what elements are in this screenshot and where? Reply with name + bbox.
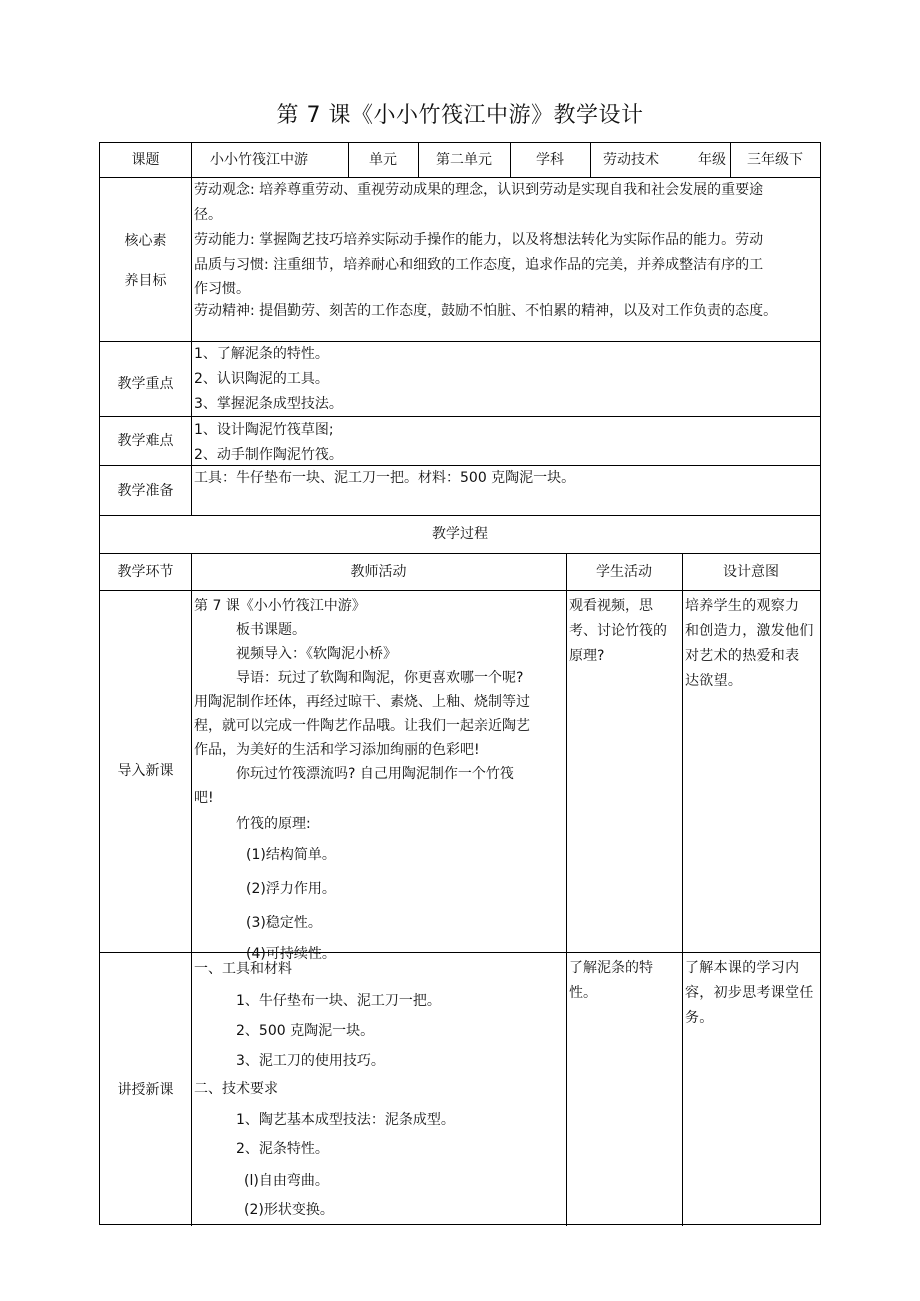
core-goal-line: 劳动精神: 提倡勤劳、刻苦的工作态度，鼓励不怕脏、不怕累的精神，以及对工作负责的态度。	[194, 303, 778, 319]
teach-teacher-line: 3、泥工刀的使用技巧。	[236, 1053, 385, 1069]
intro-teacher-line: 第 7 课《小小竹筏江中游》	[194, 598, 366, 614]
key-points-cell	[194, 342, 494, 416]
teach-intent-line: 容，初步思考课堂任	[685, 985, 814, 1001]
column-teacher: 教师活动	[350, 564, 407, 580]
intro-intent-line: 和创造力，激发他们	[685, 623, 814, 639]
intro-teacher-line: (3)稳定性。	[246, 915, 322, 931]
teach-teacher-line: 1、牛仔垫布一块、泥工刀一把。	[236, 993, 441, 1009]
teach-teacher-line: 二、技术要求	[194, 1081, 278, 1097]
core-goal-line: 径。	[194, 207, 222, 223]
col-divider	[682, 553, 683, 1226]
intro-teacher-cell	[192, 591, 566, 962]
intro-student-line: 考、讨论竹筏的	[569, 623, 667, 639]
intro-intent-line: 达欲望。	[685, 673, 743, 689]
teach-intent-cell	[685, 956, 814, 1031]
teach-teacher-line: (l)自由弯曲。	[244, 1173, 329, 1189]
difficulty-item: 2、动手制作陶泥竹筏。	[194, 447, 343, 463]
intro-teacher-line: 板书课题。	[236, 622, 306, 638]
column-stage: 教学环节	[117, 564, 174, 580]
teach-intent-line: 了解本课的学习内	[685, 960, 800, 976]
col-divider	[590, 143, 591, 177]
teach-student-line: 性。	[569, 985, 597, 1001]
teach-teacher-line: 2、500 克陶泥一块。	[236, 1023, 375, 1039]
core-goals-label-line2: 养目标	[124, 273, 167, 289]
core-goal-line: 作习惯。	[194, 281, 250, 297]
unit-label: 单元	[369, 152, 397, 168]
intro-teacher-line: (1)结构简单。	[246, 847, 336, 863]
intro-intent-cell	[685, 594, 814, 694]
lesson-plan-table	[99, 142, 821, 1225]
intro-teacher-line: 视频导入：《软陶泥小桥》	[236, 646, 397, 662]
intro-teacher-line: 竹筏的原理:	[236, 816, 311, 832]
intro-teacher-line: (2)浮力作用。	[246, 881, 336, 897]
core-goal-line: 劳动观念: 培养尊重劳动、重视劳动成果的理念，认识到劳动是实现自我和社会发展的重要途	[194, 182, 764, 198]
unit-value: 第二单元	[436, 152, 492, 168]
preparation-text: 工具：牛仔垫布一块、泥工刀一把。材料：500 克陶泥一块。	[194, 470, 576, 486]
teach-teacher-line: 2、泥条特性。	[236, 1141, 329, 1157]
teach-student-cell	[569, 956, 653, 1006]
lesson-label: 课题	[131, 152, 160, 168]
core-goal-line: 品质与习惯: 注重细节，培养耐心和细致的工作态度，追求作品的完美，并养成整洁有序的工	[194, 257, 764, 273]
teach-intent-line: 务。	[685, 1010, 714, 1026]
intro-student-line: 原理?	[569, 648, 605, 664]
intro-student-line: 观看视频，思	[569, 598, 653, 614]
intro-teacher-line: 程，就可以完成一件陶艺作品哦。让我们一起亲近陶艺	[194, 718, 530, 734]
difficulties-label: 教学难点	[117, 433, 174, 449]
key-point-item: 1、了解泥条的特性。	[194, 346, 329, 362]
teach-stage: 讲授新课	[117, 1082, 174, 1098]
intro-stage: 导入新课	[117, 763, 174, 779]
column-student: 学生活动	[596, 564, 652, 580]
intro-teacher-line: 用陶泥制作坯体，再经过晾干、素烧、上釉、烧制等过	[194, 694, 530, 710]
col-divider	[566, 553, 567, 1226]
col-divider	[191, 143, 192, 515]
key-point-item: 3、掌握泥条成型技法。	[194, 396, 343, 412]
key-points-label: 教学重点	[117, 376, 174, 392]
intro-teacher-line: 吧!	[194, 790, 214, 806]
core-goals-label-line1: 核心素	[124, 233, 167, 249]
teach-teacher-line: 1、陶艺基本成型技法：泥条成型。	[236, 1112, 455, 1128]
row-divider	[100, 515, 820, 516]
difficulty-item: 1、设计陶泥竹筏草图;	[194, 422, 334, 438]
intro-student-cell	[569, 594, 667, 669]
teach-teacher-line: (2)形状变换。	[244, 1202, 334, 1218]
intro-teacher-line: 导语：玩过了软陶和陶泥，你更喜欢哪一个呢?	[236, 670, 524, 686]
row-divider	[100, 952, 820, 953]
core-goal-line: 劳动能力: 掌握陶艺技巧培养实际动手操作的能力，以及将想法转化为实际作品的能力。劳动	[194, 232, 764, 248]
preparation-label: 教学准备	[117, 483, 174, 499]
intro-teacher-line: 你玩过竹筏漂流吗? 自己用陶泥制作一个竹筏	[236, 766, 514, 782]
intro-teacher-line: 作品，为美好的生活和学习添加绚丽的色彩吧!	[194, 742, 480, 758]
grade-value: 三年级下	[747, 152, 803, 168]
lesson-value: 小小竹筏江中游	[210, 152, 308, 168]
column-intent: 设计意图	[723, 564, 779, 580]
subject-value: 劳动技术	[603, 152, 659, 168]
page-title: 第 7 课《小小竹筏江中游》教学设计	[276, 103, 644, 128]
teach-student-line: 了解泥条的特	[569, 960, 653, 976]
row-divider	[100, 553, 820, 554]
intro-teacher-line: (4)可持续性。	[246, 946, 336, 962]
grade-label: 年级	[698, 152, 726, 168]
process-header: 教学过程	[432, 526, 488, 542]
teach-teacher-line: 一、工具和材料	[194, 961, 292, 977]
intro-intent-line: 培养学生的观察力	[685, 598, 800, 614]
key-point-item: 2、认识陶泥的工具。	[194, 371, 329, 387]
intro-intent-line: 对艺术的热爱和表	[685, 648, 800, 664]
subject-label: 学科	[536, 152, 564, 168]
